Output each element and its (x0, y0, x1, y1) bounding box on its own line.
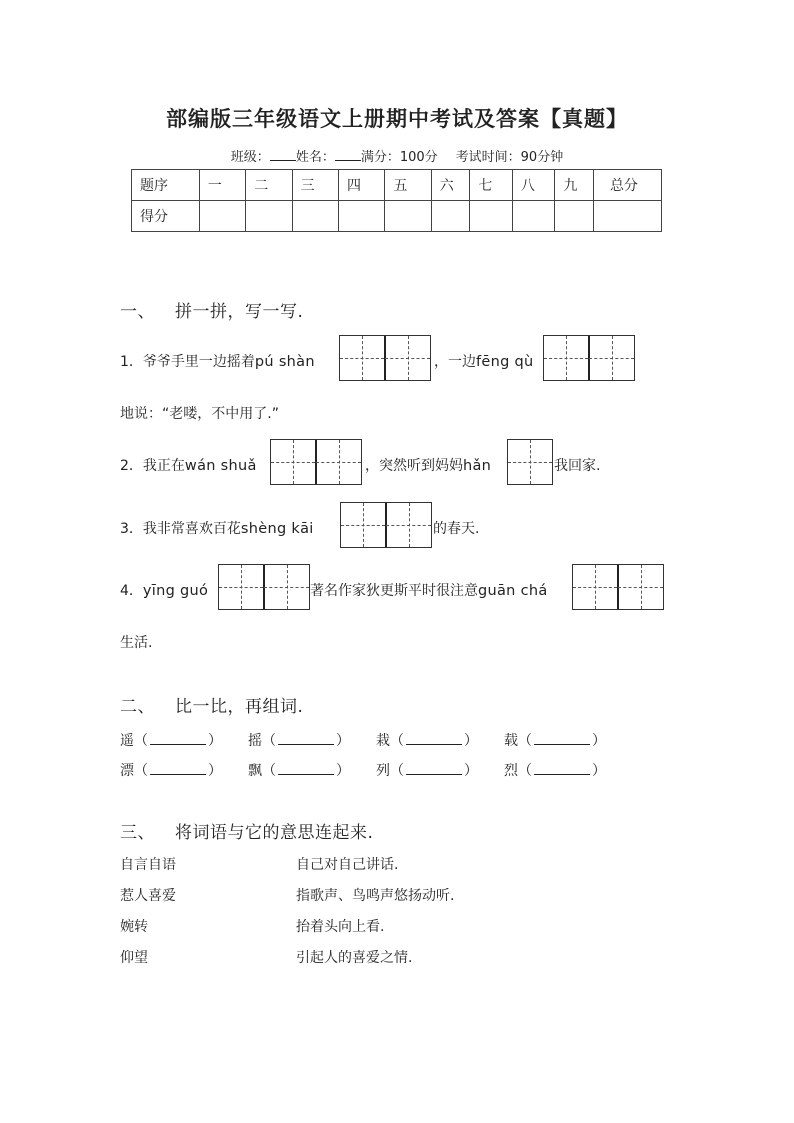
match-definition[interactable]: 指歌声、鸟鸣声悠扬动听. (296, 888, 455, 904)
score-header-cell: 四 (339, 170, 385, 201)
question-2-part-c: 我回家. (554, 458, 601, 474)
score-row-label: 得分 (132, 201, 200, 232)
writing-box[interactable] (386, 502, 432, 548)
name-blank[interactable] (335, 148, 361, 161)
writing-box[interactable] (507, 439, 553, 485)
pinyin: shèng kāi (240, 521, 314, 537)
question-text: 4． (120, 583, 143, 599)
writing-grid[interactable] (340, 502, 432, 548)
writing-grid[interactable] (572, 564, 664, 610)
score-header-cell: 七 (470, 170, 512, 201)
character: 遥 (120, 733, 134, 749)
writing-box[interactable] (264, 564, 310, 610)
score-header-cell: 一 (199, 170, 245, 201)
answer-blank[interactable] (534, 732, 590, 745)
score-header-cell: 题序 (132, 170, 200, 201)
score-cell[interactable] (512, 201, 554, 232)
character: 漂 (120, 763, 134, 779)
character: 栽 (376, 733, 390, 749)
score-cell[interactable] (555, 201, 594, 232)
answer-blank[interactable] (278, 762, 334, 775)
exam-time: 考试时间：90分钟 (455, 150, 564, 165)
pinyin: pú shàn (254, 354, 315, 370)
answer-blank[interactable] (406, 762, 462, 775)
full-score: 满分：100分 (360, 150, 438, 165)
word-pair-item[interactable]: 遥（ ） (120, 733, 222, 749)
question-4-part-a (120, 580, 208, 600)
match-definition[interactable]: 抬着头向上看. (296, 919, 385, 935)
name-label: 姓名： (295, 150, 335, 165)
score-cell[interactable] (385, 201, 431, 232)
writing-grid[interactable] (218, 564, 310, 610)
writing-box[interactable] (589, 335, 635, 381)
writing-grid[interactable] (543, 335, 635, 381)
section-number: 二、 (120, 697, 155, 717)
section-3-heading (120, 818, 373, 843)
question-text: 2．我正在 (120, 458, 185, 474)
question-text: 3．我非常喜欢百花 (120, 521, 241, 537)
score-cell[interactable] (199, 201, 245, 232)
question-text: ，突然听到妈妈 (365, 458, 463, 474)
class-label: 班级： (230, 150, 270, 165)
score-cell[interactable] (431, 201, 470, 232)
word-pair-item[interactable]: 栽（ ） (376, 733, 478, 749)
character: 烈 (504, 763, 518, 779)
writing-box[interactable] (340, 502, 386, 548)
score-header-cell: 六 (431, 170, 470, 201)
writing-box[interactable] (385, 335, 431, 381)
answer-blank[interactable] (150, 762, 206, 775)
score-header-cell: 二 (246, 170, 292, 201)
character: 列 (376, 763, 390, 779)
section-number: 一、 (120, 302, 155, 322)
pinyin: guān chá (478, 583, 548, 599)
question-2-part-a (120, 455, 257, 475)
match-term[interactable]: 惹人喜爱 (120, 888, 176, 904)
question-3-part-b: 的春天. (433, 521, 480, 537)
character: 飘 (248, 763, 262, 779)
question-1-continuation: 地说：“老喽，不中用了.” (120, 406, 279, 422)
page-title: 部编版三年级语文上册期中考试及答案【真题】 (166, 106, 628, 131)
match-definition[interactable]: 自己对自己讲话. (296, 857, 399, 873)
class-blank[interactable] (270, 148, 296, 161)
exam-info-line (0, 146, 794, 165)
writing-grid[interactable] (339, 335, 431, 381)
section-title: 拼一拼，写一写. (175, 302, 304, 322)
question-4-part-b (310, 580, 548, 600)
writing-box[interactable] (618, 564, 664, 610)
pinyin: fēng qù (476, 354, 534, 370)
question-1-part-a (120, 351, 315, 371)
question-2-part-b (365, 455, 491, 475)
character: 摇 (248, 733, 262, 749)
score-header-cell: 五 (385, 170, 431, 201)
question-text: 著名作家狄更斯平时很注意 (310, 583, 478, 599)
writing-box[interactable] (572, 564, 618, 610)
word-pair-item[interactable]: 载（ ） (504, 733, 606, 749)
pinyin: yīng guó (142, 583, 209, 599)
writing-box[interactable] (339, 335, 385, 381)
score-table (131, 169, 662, 232)
writing-box[interactable] (218, 564, 264, 610)
match-term[interactable]: 自言自语 (120, 857, 176, 873)
word-pair-item[interactable]: 摇（ ） (248, 733, 350, 749)
character: 载 (504, 733, 518, 749)
answer-blank[interactable] (150, 732, 206, 745)
word-pair-item[interactable]: 飘（ ） (248, 763, 350, 779)
question-4-continuation: 生活. (120, 635, 153, 651)
question-3-part-a (120, 518, 314, 538)
pinyin: wán shuǎ (184, 458, 257, 474)
score-header-cell: 三 (292, 170, 338, 201)
section-title: 比一比，再组词. (175, 697, 304, 717)
score-cell[interactable] (339, 201, 385, 232)
match-definition[interactable]: 引起人的喜爱之情. (296, 950, 413, 966)
match-term[interactable]: 仰望 (120, 950, 148, 966)
score-cell[interactable] (246, 201, 292, 232)
writing-box[interactable] (270, 439, 316, 485)
writing-grid[interactable] (270, 439, 362, 485)
section-title: 将词语与它的意思连起来. (175, 823, 374, 843)
score-cell[interactable] (292, 201, 338, 232)
answer-blank[interactable] (406, 732, 462, 745)
section-number: 三、 (120, 823, 155, 843)
section-2-heading (120, 692, 303, 717)
score-cell[interactable] (470, 201, 512, 232)
question-text: 1．爷爷手里一边摇着 (120, 354, 255, 370)
score-cell[interactable] (593, 201, 661, 232)
score-table-header-row (132, 170, 662, 201)
pinyin: hǎn (463, 458, 492, 474)
writing-box[interactable] (316, 439, 362, 485)
score-header-cell: 总分 (593, 170, 661, 201)
section-1-heading (120, 297, 303, 322)
answer-blank[interactable] (278, 732, 334, 745)
word-pair-item[interactable]: 烈（ ） (504, 763, 606, 779)
question-text: ，一边 (434, 354, 476, 370)
match-term[interactable]: 婉转 (120, 919, 148, 935)
word-pair-item[interactable]: 漂（ ） (120, 763, 222, 779)
writing-box[interactable] (543, 335, 589, 381)
score-table-score-row (132, 201, 662, 232)
score-header-cell: 九 (555, 170, 594, 201)
word-pair-item[interactable]: 列（ ） (376, 763, 478, 779)
answer-blank[interactable] (534, 762, 590, 775)
score-header-cell: 八 (512, 170, 554, 201)
question-1-part-b (434, 351, 534, 371)
